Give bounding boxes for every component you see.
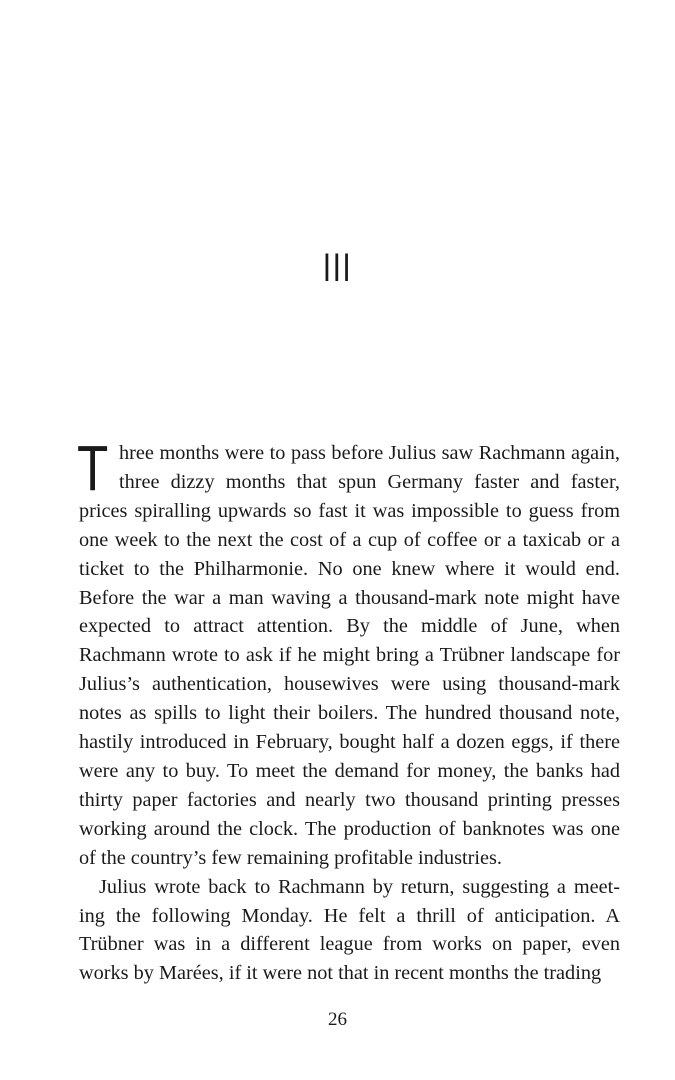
paragraph-text: hree months were to pass before Julius saw Rachmann again, three dizzy months that spun Germany faster and faster, prices spiralling upwards so fast it was impossible to guess from one week to the next the cost of a cup of coffee or a taxicab or a ticket to the Philharmonie. No one knew where it would end. Before the war a man waving a thousand-mark note might have expected to attract attention. By the middle of June, when Rachmann wrote to ask if he might bring a Trübner landscape for Julius’s authentication, housewives were using thousand-mark notes as spills to light their boilers. The hundred thousand note, hastily introduced in February, bought half a dozen eggs, if there were any to buy. To meet the demand for money, the banks had thirty paper factories and nearly two thousand printing presses working around the clock. The production of banknotes was one of the country’s few remaining profitable industries. [79, 442, 620, 869]
page-number: 26 [328, 1009, 347, 1030]
chapter-number: III [322, 246, 353, 290]
paragraph [79, 873, 620, 989]
paragraph [77, 432, 620, 873]
paragraph-text: Julius wrote back to Rachmann by return, suggesting a meet-ing the following Monday. He felt a thrill of anticipation. A Trübner was in a different league from works on paper, even works by Marées, if it were not that in recent months the trading [79, 875, 620, 985]
drop-cap: T [77, 432, 109, 504]
body-text [77, 432, 620, 988]
